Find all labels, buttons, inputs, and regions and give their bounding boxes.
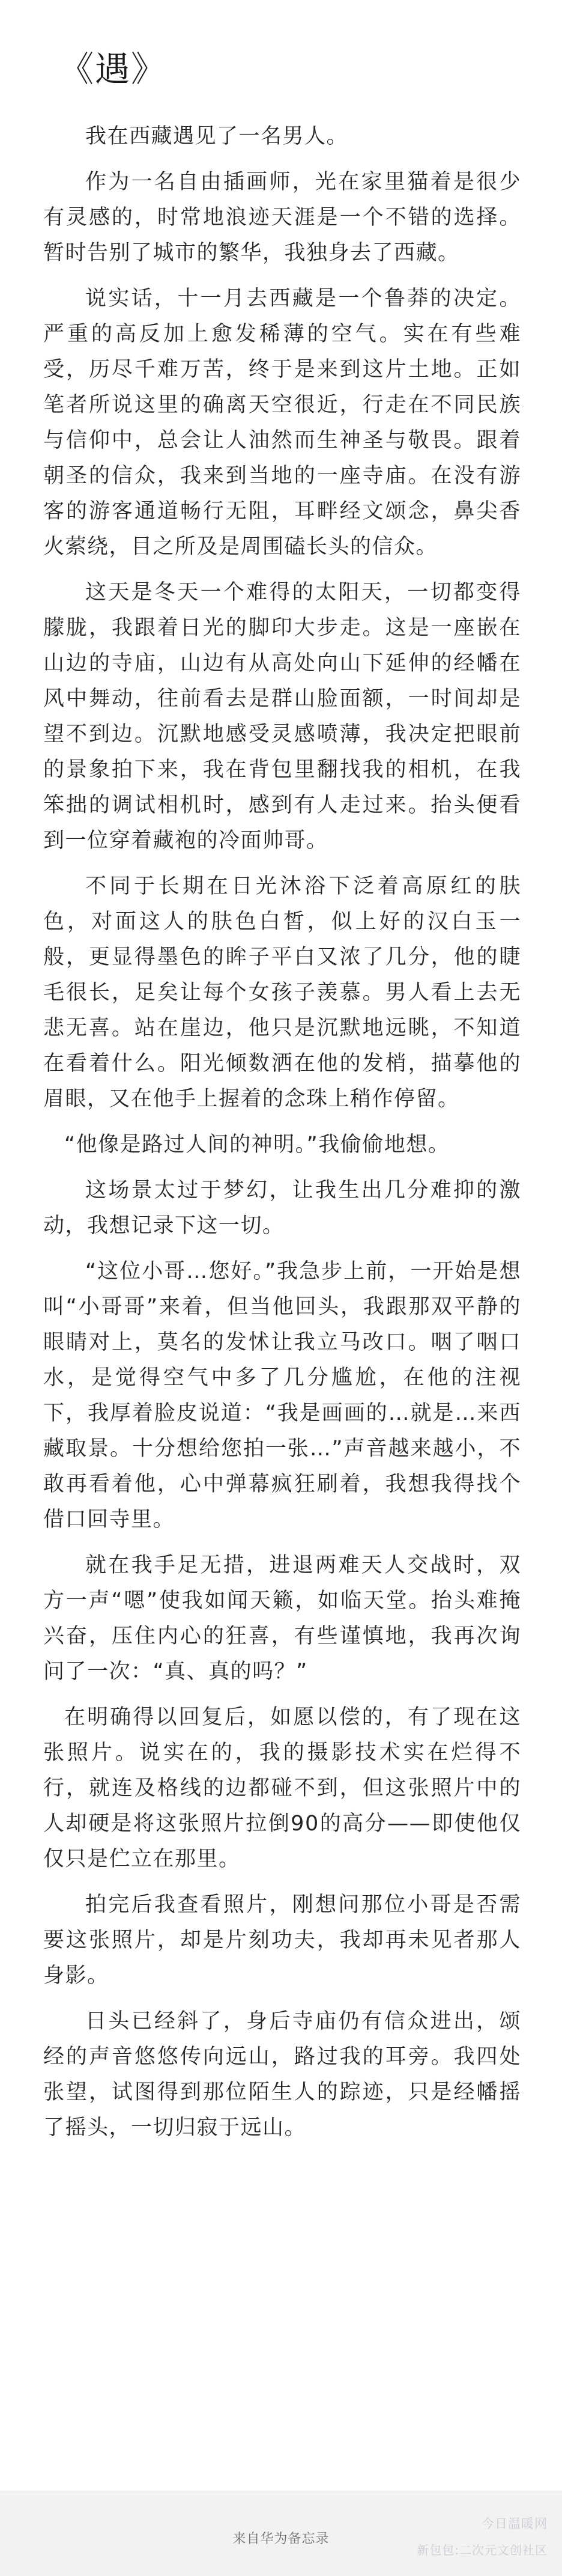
paragraph-3: 说实话，十一月去西藏是一个鲁莽的决定。严重的高反加上愈发稀薄的空气。实在有些难受，历尽千难万苦，终于是来到这片土地。正如笔者所说这里的确离天空很近，行走在不同民族与信仰中，总会让人油然而生神圣与敬畏。跟着朝圣的信众，我来到当地的一座寺庙。在没有游客的游客通道畅行无阻，耳畔经文颂念，鼻尖香火萦绕，目之所及是周围磕长头的信众。 <box>43 287 521 559</box>
paragraph-5: 不同于长期在日光沐浴下泛着高原红的肤色，对面这人的肤色白皙，似上好的汉白玉一般，更显得墨色的眸子平白又浓了几分，他的睫毛很长，足矣让每个女孩子羡慕。男人看上去无悲无喜。站在崖边，他只是沉默地远眺，不知道在看着什么。阳光倾数洒在他的发梢，描摹他的眉眼，又在他手上握着的念珠上稍作停留。 <box>43 874 521 1111</box>
paragraph-8: “这位小哥…您好。”我急步上前，一开始是想叫“小哥哥”来着，但当他回头，我跟那双平静的眼睛对上，莫名的发怵让我立马改口。咽了咽口水，是觉得空气中多了几分尴尬，在他的注视下，我厚着脸皮说道：“我是画画的…就是…来西藏取景。十分想给您拍一张…”声音越来越小，不敢再看着他，心中弹幕疯狂刷着，我想我得找个借口回寺里。 <box>43 1259 521 1532</box>
source-label: 来自华为备忘录 <box>232 2532 330 2547</box>
paragraph-6: “他像是路过人间的神明。”我偷偷地想。 <box>64 1133 450 1157</box>
paragraph-12: 日头已经斜了，身后寺庙仍有信众进出，颂经的声音悠悠传向远山，路过我的耳旁。我四处张望，试图得到那位陌生人的踪迹，只是经幡摇了摇头，一切归寂于远山。 <box>43 2009 521 2140</box>
paragraph-11: 拍完后我查看照片，刚想问那位小哥是否需要这张照片，却是片刻功夫，我却再未见者那人身影。 <box>43 1893 521 1988</box>
watermark-line-1: 今日温暖网 <box>482 2517 548 2531</box>
paragraph-2: 作为一名自由插画师，光在家里猫着是很少有灵感的，时常地浪迹天涯是一个不错的选择。暂时告别了城市的繁华，我独身去了西藏。 <box>43 170 521 265</box>
memo-footer <box>0 2491 562 2576</box>
paragraph-1: 我在西藏遇见了一名男人。 <box>85 124 349 148</box>
memo-title: 《遇》 <box>59 49 168 90</box>
paragraph-4: 这天是冬天一个难得的太阳天，一切都变得朦胧，我跟着日光的脚印大步走。这是一座嵌在山边的寺庙，山边有从高处向山下延伸的经幡在风中舞动，往前看去是群山脸面额，一时间却是望不到边。沉默地感受灵感喷薄，我决定把眼前的景象拍下来，我在背包里翻找我的相机，在我笨拙的调试相机时，感到有人走过来。抬头便看到一位穿着藏袍的冷面帅哥。 <box>43 580 521 853</box>
paragraph-10: 在明确得以回复后，如愿以偿的，有了现在这张照片。说实在的，我的摄影技术实在烂得不行，就连及格线的边都碰不到，但这张照片中的人却硬是将这张照片拉倒90的高分——即使他仅仅只是伫立在那里。 <box>43 1705 521 1871</box>
paragraph-9: 就在我手足无措，进退两难天人交战时，双方一声“嗯”使我如闻天籁，如临天堂。抬头难掩兴奋，压住内心的狂喜，有些谨慎地，我再次询问了一次：“真、真的吗？” <box>43 1553 521 1684</box>
paragraph-7: 这场景太过于梦幻，让我生出几分难抑的激动，我想记录下这一切。 <box>43 1178 521 1238</box>
watermark-line-2: 新包包:二次元文创社区 <box>417 2543 548 2557</box>
